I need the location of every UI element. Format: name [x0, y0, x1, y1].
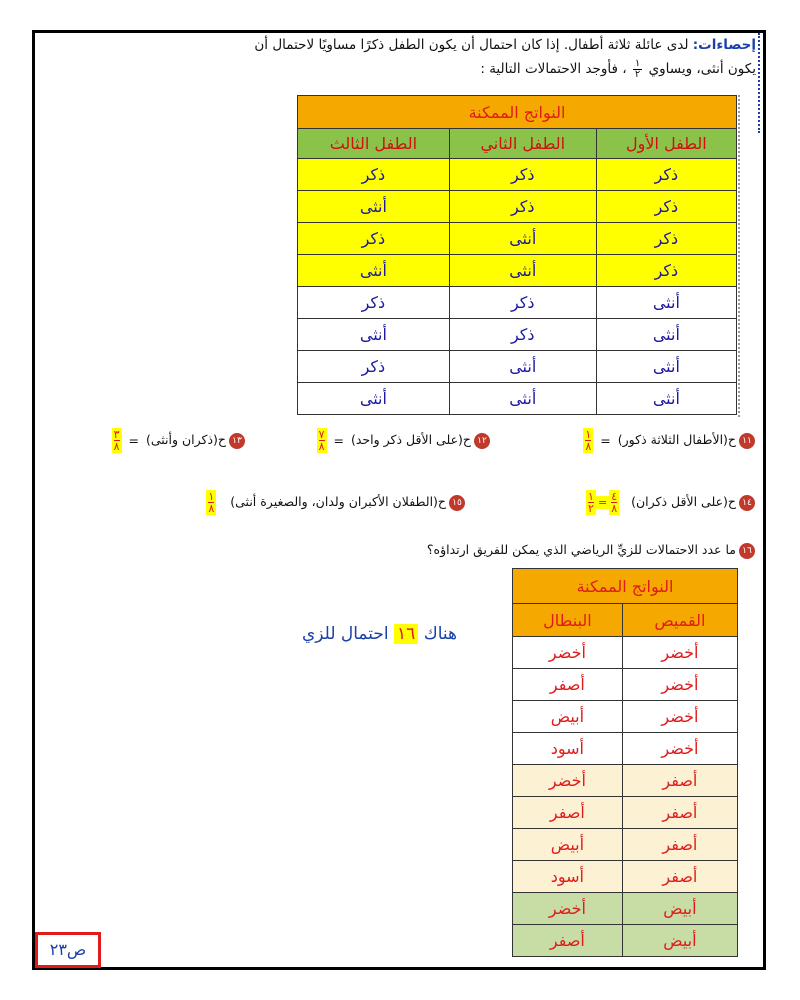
- column-header: القميص: [622, 604, 737, 637]
- answer-fraction: ١ ٨: [585, 428, 592, 453]
- fraction-half: $\frac{١}{٢}$: [634, 57, 641, 80]
- question-number: ١٤: [739, 495, 755, 511]
- column-header: الطفل الثاني: [449, 129, 596, 159]
- table-row: ذكر أنثى ذكر: [298, 223, 737, 255]
- intro-line-1: لدى عائلة ثلاثة أطفال. إذا كان احتمال أن يكون الطفل ذكرًا مساويًا لاحتمال أن: [254, 37, 689, 53]
- children-outcomes-table: [297, 95, 737, 415]
- question-number: ١٣: [229, 433, 245, 449]
- question-number: ١٦: [739, 543, 755, 559]
- table-row: ذكر أنثى أنثى: [298, 255, 737, 287]
- table-title: النواتج الممكنة: [298, 96, 737, 129]
- table-row: أنثى ذكر ذكر: [298, 287, 737, 319]
- bottom-rule: [100, 968, 296, 970]
- table-row: أصفر أخضر: [513, 765, 738, 797]
- section-tag: إحصاءات:: [692, 37, 756, 53]
- table-row: ذكر ذكر ذكر: [298, 159, 737, 191]
- question-11: ١١ح(الأطفال الثلاثة ذكور) = ١ ٨: [583, 428, 755, 453]
- table-row: أخضر أسود: [513, 733, 738, 765]
- table-title: النواتج الممكنة: [513, 569, 738, 604]
- question-16: ١٦ما عدد الاحتمالات للزيِّ الرياضي الذي يمكن للفريق ارتداؤه؟: [427, 542, 755, 559]
- table-row: أصفر أبيض: [513, 829, 738, 861]
- table-row: أخضر أصفر: [513, 669, 738, 701]
- answer-fraction: ١ ٢: [588, 490, 594, 515]
- answer-fraction: ٣ ٨: [113, 428, 120, 453]
- question-number: ١٥: [449, 495, 465, 511]
- dotted-divider: [738, 95, 740, 417]
- question-14: ١٤ح(على الأقل ذكران) ٤ ٨ = ١ ٢: [586, 490, 755, 515]
- table-row: ذكر ذكر أنثى: [298, 191, 737, 223]
- answer-16: هناك ١٦ احتمال للزي: [302, 624, 457, 644]
- question-number: ١١: [739, 433, 755, 449]
- answer-fraction: ٧ ٨: [318, 428, 325, 453]
- dotted-margin: [758, 33, 760, 133]
- table-row: أبيض أخضر: [513, 893, 738, 925]
- table-row: أنثى أنثى أنثى: [298, 383, 737, 415]
- table-row: أخضر أخضر: [513, 637, 738, 669]
- count-highlight: ١٦: [394, 624, 418, 644]
- table-row: أصفر أصفر: [513, 797, 738, 829]
- table-row: أنثى أنثى ذكر: [298, 351, 737, 383]
- answer-fraction: ١ ٨: [208, 490, 215, 515]
- answer-fraction: ٤ ٨: [611, 490, 618, 515]
- question-number: ١٢: [474, 433, 490, 449]
- question-12: ١٢ح(على الأقل ذكر واحد) = ٧ ٨: [317, 428, 490, 453]
- question-13: ١٣ح(ذكران وأنثى) = ٣ ٨: [112, 428, 245, 453]
- table-row: أصفر أسود: [513, 861, 738, 893]
- problem-intro: [46, 33, 756, 81]
- table-row: أخضر أبيض: [513, 701, 738, 733]
- uniform-outcomes-table: [512, 568, 738, 957]
- page-number: ص٢٣: [35, 932, 101, 968]
- table-row: أنثى ذكر أنثى: [298, 319, 737, 351]
- column-header: الطفل الأول: [596, 129, 736, 159]
- table-row: أبيض أصفر: [513, 925, 738, 957]
- column-header: الطفل الثالث: [298, 129, 450, 159]
- column-header: البنطال: [513, 604, 623, 637]
- intro-line-2b: ، فأوجد الاحتمالات التالية :: [480, 61, 627, 77]
- intro-line-2a: يكون أنثى، ويساوي: [648, 61, 756, 77]
- question-15: ١٥ح(الطفلان الأكبران ولدان، والصغيرة أنثى) ١ ٨: [206, 490, 465, 515]
